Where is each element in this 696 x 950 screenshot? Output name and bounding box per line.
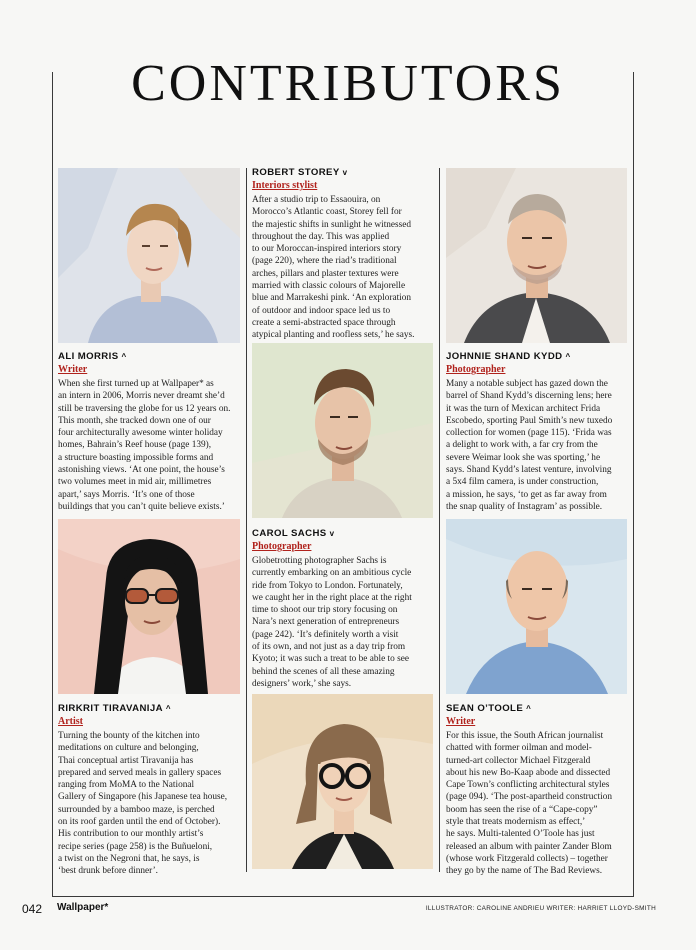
arrow-down-icon: v xyxy=(342,168,348,177)
contributor-ali-morris xyxy=(58,351,244,513)
arrow-up-icon: ^ xyxy=(526,704,532,713)
right-margin-rule xyxy=(633,72,634,896)
portrait-rirkrit-tiravanija xyxy=(58,519,240,694)
brand-logo: Wallpaper* xyxy=(57,902,109,913)
page-credits: ILLUSTRATOR: CAROLINE ANDRIEU WRITER: HARRIET LLOYD-SMITH xyxy=(425,905,656,912)
contributor-johnnie-shand-kydd xyxy=(446,351,632,513)
column-divider-1 xyxy=(246,168,247,872)
contributor-role: Writer xyxy=(446,716,476,727)
left-margin-rule xyxy=(52,72,53,896)
contributor-sean-otoole xyxy=(446,703,632,878)
portrait-robert-storey xyxy=(252,343,433,518)
arrow-up-icon: ^ xyxy=(565,352,571,361)
contributor-name: JOHNNIE SHAND KYDD ^ xyxy=(446,351,571,362)
contributor-role: Interiors stylist xyxy=(252,180,318,191)
footer-rule xyxy=(52,896,634,897)
page-title: CONTRIBUTORS xyxy=(131,55,565,112)
contributor-role: Photographer xyxy=(252,541,312,552)
portrait-sean-otoole xyxy=(446,519,627,694)
portrait-ali-morris xyxy=(58,168,240,343)
arrow-up-icon: ^ xyxy=(165,704,171,713)
contributor-bio: Globetrotting photographer Sachs is currently embarking on an ambitious cycle ride from Tokyo to London. Fortunately, we caught her in the right place at the right time to shoot our trip story focusing on Nara’s next generation of entrepreneurs (page 242). ‘It’s definitely worth a visit of its own, and not just as a day trip from Kyoto; it was such a treat to be able to see behind the scenes of all these amazing designers’ work,’ she says. xyxy=(252,556,412,689)
arrow-up-icon: ^ xyxy=(121,352,127,361)
contributor-role: Writer xyxy=(58,364,88,375)
contributor-role: Artist xyxy=(58,716,83,727)
contributor-robert-storey xyxy=(252,167,437,342)
contributor-bio: For this issue, the South African journalist chatted with former oilman and model- turned-art collector Michael Fitzgerald about his new Bo-Kaap abode and dissected Cape Town’s conflicting architectural styles (page 094). ‘The post-apartheid construction boom has seen the rise of a “Cape-copy” style that treats modernism as effect,’ he says. Multi-talented O’Toole has just released an album with painter Zander Blom (whose work Fitzgerald collects) – together they go by the name of The Bad Reviews. xyxy=(446,731,612,877)
arrow-down-icon: v xyxy=(329,529,335,538)
contributor-bio: Many a notable subject has gazed down the barrel of Shand Kydd’s discerning lens; here it was the turn of Mexican architect Frida Escobedo, sporting Paul Smith’s new tuxedo collection for women (page 115). ‘Frida was a delight to work with, a far cry from the severe Weimar look she was sporting,’ he says. Shand Kydd’s latest venture, involving a 5x4 film camera, is under construction, a mission, he says, ‘to get as far away from the snap quality of Instagram’ as possible. xyxy=(446,379,613,512)
contributor-bio: Turning the bounty of the kitchen into meditations on culture and belonging, Thai conceptual artist Tiravanija has prepared and served meals in gallery spaces ranging from MoMA to the National Gallery of Singapore (his Japanese tea house, surrounded by a bamboo maze, is perched on its roof garden until the end of October). His contribution to our monthly artist’s recipe series (page 258) is the Buñueloni, a twist on the Negroni that, he says, is ‘best drunk before dinner’. xyxy=(58,731,228,877)
contributor-role: Photographer xyxy=(446,364,506,375)
contributor-name: ROBERT STOREY v xyxy=(252,167,348,178)
portrait-johnnie-shand-kydd xyxy=(446,168,627,343)
contributor-name: ALI MORRIS ^ xyxy=(58,351,127,362)
column-divider-2 xyxy=(439,168,440,872)
contributor-name: CAROL SACHS v xyxy=(252,528,335,539)
contributor-carol-sachs xyxy=(252,528,437,690)
contributor-rirkrit-tiravanija xyxy=(58,703,244,878)
contributor-bio: After a studio trip to Essaouira, on Morocco’s Atlantic coast, Storey fell for the majestic shifts in sunlight he witnessed throughout the day. This was applied to our Moroccan-inspired interiors story (page 220), where the riad’s traditional arches, pillars and plaster textures were married with classic colours of Majorelle blue and Marrakeshi pink. ‘An exploration of outdoor and indoor space led us to create a semi-abstracted space through atypical planting and roofless sets,’ he says. xyxy=(252,195,415,341)
portrait-carol-sachs xyxy=(252,694,433,869)
contributor-name: SEAN O’TOOLE ^ xyxy=(446,703,532,714)
contributor-bio: When she first turned up at Wallpaper* as an intern in 2006, Morris never dreamt she’d still be traversing the globe for us 12 years on. This month, she tracked down one of our four architecturally awesome winter holiday homes, Bahrain’s Reef house (page 139), a structure boasting impossible forms and astonishing views. ‘At one point, the house’s two volumes meet in mid air, millimetres apart,’ says Morris. ‘It’s one of those buildings that you can’t quite believe exists.’ xyxy=(58,379,231,512)
page-number: 042 xyxy=(22,902,43,916)
contributor-name: RIRKRIT TIRAVANIJA ^ xyxy=(58,703,171,714)
